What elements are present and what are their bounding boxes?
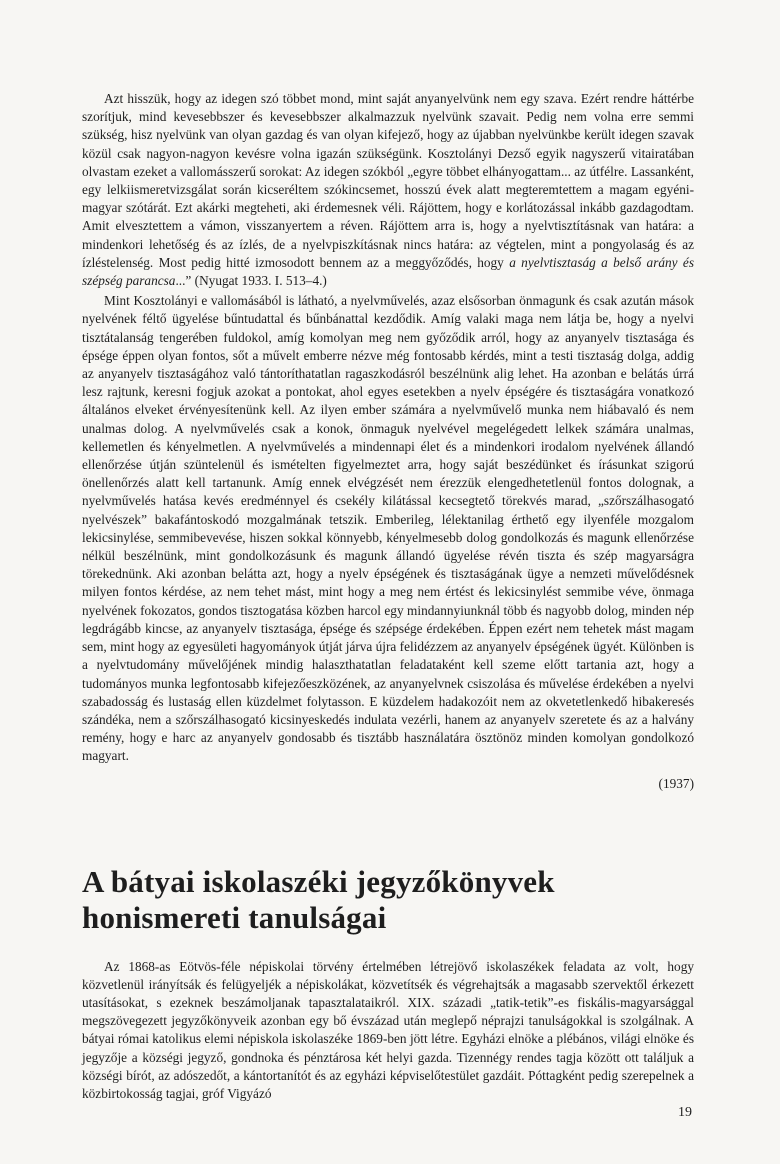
article-title: A bátyai iskolaszéki jegyzőkönyvek honismereti tanulságai [82, 863, 555, 935]
essay-year: (1937) [658, 775, 694, 791]
essay-quote: a nyelvtisztaság a belső arány és szépség parancsa [82, 254, 694, 289]
page-content [82, 90, 694, 1103]
essay-paragraph-1: Azt hisszük, hogy az idegen szó többet mond, mint saját anyanyelvünk nem egy szava. Ezért rendre háttérbe szorítjuk, mind kevesebbszer és kevesebbszer alkalmazzuk nyelvünk szavait. Pedig nem volna erre semmi szükség, hisz nyelvünk van olyan gazdag és van olyan kifejező, hogy az újabban nyelvünkbe került idegen szavak közül csak nagyon-nagyon kevésre volna igazán szükségünk. Kosztolányi Dezső egyik nagyszerű vitairatában olvastam ezeket a vallomásszerű sorokat: Az idegen szókból „egyre többet elhányogattam... az útfélre. Lassanként, egy lelkiismeretvizsgálat során kicseréltem szókincsemet, hosszú évek alatt megteremtettem a magam egyéni-magyar szótárát. Ezt akárki megteheti, aki érdemesnek véli. Rájöttem, hogy e korlátozással inkább gazdagodtam. Amit elvesztettem a vámon, visszanyertem a réven. Rájöttem arra is, hogy a nyelvtisztításnak van határa: a mindenkori lehetőség és az ízlés, de a nyelvpiszkításnak nincs határa: az végtelen, mint a pongyolaság és az ízléstelenség. Most pedig hitté izmosodott bennem az a meggyőződés, hogy a nyelvtisztaság a belső arány és szépség parancsa...” (Nyugat 1933. I. 513–4.) [82, 91, 694, 289]
page-number: 19 [678, 1105, 692, 1120]
essay-paragraph-2: Mint Kosztolányi e vallomásából is látható, a nyelvművelés, azaz elsősorban önmagunk és csak azután mások nyelvének féltő ügyelése bűntudattal és bűnbánattal kezdődik. Amíg valaki maga nem látja be, hogy a nyelvi tisztátalanság tengerében fuldokol, amíg komolyan meg nem győződik arról, hogy az anyanyelv tisztasága és épsége éppen olyan fontos, sőt a művelt emberre nézve még fontosabb kérdés, mint a testi tisztaság dolga, addig az anyanyelv tisztaságához való tántoríthatatlan ragaszkodásról beszélnünk alig lehet. Ha azonban e belátás úrrá lesz rajtunk, keresni fogjuk azokat a pontokat, ahol egyes esetekben a nyelv épségére és tisztaságára vonatkozó általános elveket érvényesítenünk kell. Az ilyen ember számára a nyelvművelő munka nem hiábavaló és nem unalmas dolog. A nyelvművelés csak a konok, önmaguk nyelvével megelégedett lelkek számára unalmas, kellemetlen és kényelmetlen. A nyelvművelés a mindennapi élet és a mindenkori irodalom nyelvének állandó ellenőrzése útján szüntelenül és ismételten figyelmeztet arra, hogy saját beszédünket és írásunkat szigorú önellenőrzés alatt kell tartanunk. Amíg ennek elvégzését nem érezzük elengedhetetlenül fontos dolognak, a nyelvművelés hatása kevés eredménnyel és csekély kilátással kecsegtető törekvés marad, „szőrszálhasogató nyelvészek” bakafántoskodó mozgalmának tetszik. Emberileg, lélektanilag érthető egy ilyenféle mozgalom lekicsinylése, semmibevevése, hiszen sokkal könnyebb, kényelmesebb dolog gondolkozás és magunk ellenőrzése nélkül beszélnünk, mint gondolkozásunk és magunk állandó ügyelése révén tiszta és szép magyarságra törekednünk. Aki azonban belátta azt, hogy a nyelv épségének és tisztaságának ügye a nemzeti művelődésnek milyen fontos kérdése, az nem tehet mást, mint hogy a meg nem értést és lekicsinylést semmibe véve, önmaga nyelvének fokozatos, gondos tisztogatása közben harcol egy mindannyiunknál több és nagyobb dolog, minden nép legdrágább kincse, az anyanyelv tisztasága, épsége és szépsége érdekében. Éppen ezért nem tehetek mást magam sem, mint hogy az egyesületi hagyományok útját járva újra felidézzem az anyanyelv épségének ügyét. Különben is a nyelvtudomány művelőjének mindig halaszthatatlan feladataként kell szeme előtt tartania azt, hogy a tudományos munka legfontosabb kifejezőeszközének, az anyanyelvnek csiszolása és művelése érdekében a nyelvi szabadosság és lustaság ellen küzdelmet folytasson. E küzdelem hadakozóit nem az okvetetlenkedő hibakeresés szándéka, nem a szőrszálhasogató kicsinyeskedés indulata vezérli, hanem az anyanyelv szeretete és az a halvány remény, hogy e harc az anyanyelv gondosabb és tisztább használatára ösztönöz minden komolyan gondolkozó magyart. [82, 293, 694, 764]
article-paragraph-1: Az 1868-as Eötvös-féle népiskolai törvény értelmében létrejövő iskolaszékek feladata az volt, hogy közvetlenül irányítsák és felügyeljék a népiskolákat, közvetítsék és végrehajtsák a magasabb szervektől érkezett utasításokat, s ezeknek beszámoljanak tapasztalataikról. XIX. századi „tatik-tetik”-es fiskális-magyarsággal megszövegezett jegyzőkönyveik azonban egy bő évszázad után meglepő néprajzi tanulságokkal is szolgálnak. A bátyai római katolikus elemi népiskola iskolaszéke 1869-ben jött létre. Egyházi elnöke a plébános, világi elnöke és jegyzője a községi jegyző, gondnoka és pénztárosa két helyi gazda. Tizennégy rendes tagja között ott találjuk a községi bírót, az adószedőt, a kántortanítót és az egyházi képviselőtestület gazdáit. Póttagként pedig szerepelnek a közbirtokosság tagjai, gróf Vigyázó [82, 958, 694, 1101]
